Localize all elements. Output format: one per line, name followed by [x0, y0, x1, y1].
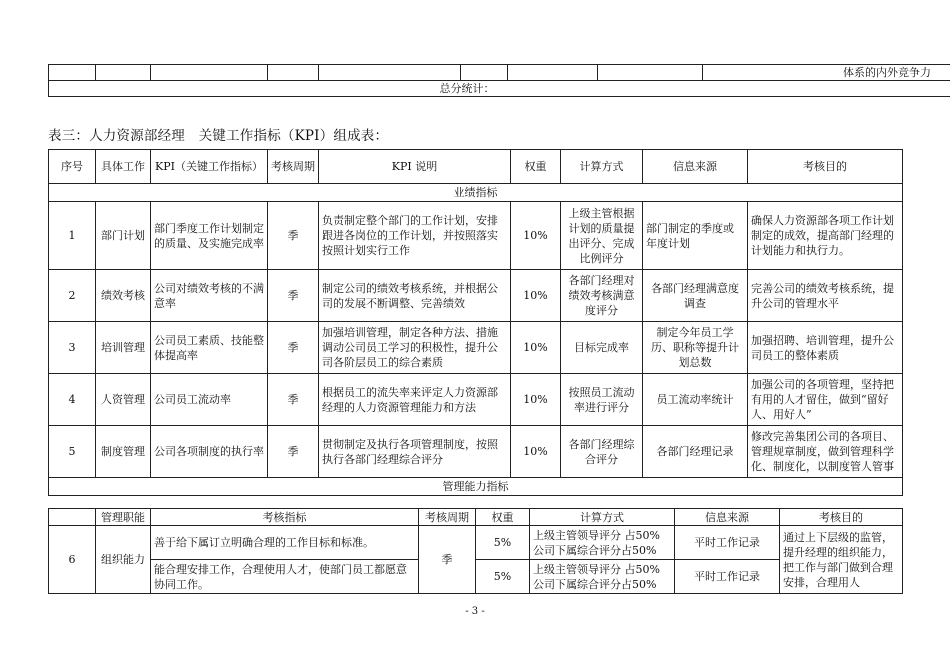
cell-work: 制度管理 — [96, 426, 151, 478]
cell-purpose: 修改完善集团公司的各项目、管理规章制度，做到管理科学化、制度化，以制度管人管事 — [748, 426, 903, 478]
header-function: 管理职能 — [96, 509, 151, 526]
page-number: - 3 - — [465, 606, 485, 617]
header-indicator: 考核指标 — [151, 509, 419, 526]
calc-line: 上级主管领导评分 占50% — [533, 528, 660, 542]
cell-desc: 根据员工的流失率来评定人力资源部经理的人力资源管理能力和方法 — [319, 374, 511, 426]
header-purpose: 考核目的 — [748, 150, 903, 184]
header-calc: 计算方式 — [561, 150, 643, 184]
cell-weight: 10% — [511, 426, 561, 478]
previous-kpi-table — [48, 64, 950, 97]
cell-source: 平时工作记录 — [675, 560, 780, 594]
header-row — [49, 150, 903, 184]
table-row — [49, 202, 903, 270]
cell-calc: 按照员工流动率进行评分 — [561, 374, 643, 426]
cell-work: 部门计划 — [96, 202, 151, 270]
table-caption: 表三：人力资源部经理 关键工作指标（KPI）组成表： — [48, 128, 389, 144]
cell-no: 4 — [49, 374, 96, 426]
cell-calc: 目标完成率 — [561, 322, 643, 374]
cell-function: 组织能力 — [96, 526, 151, 594]
cell-desc: 加强培训管理，制定各种方法、措施调动公司员工学习的积极性，提升公司各阶层员工的综合素质 — [319, 322, 511, 374]
calc-line: 公司下属综合评分占50% — [533, 577, 657, 591]
cell-calc: 上级主管根据计划的质量提出评分、完成比例评分 — [561, 202, 643, 270]
cell-cycle: 季 — [268, 270, 319, 322]
header-work: 具体工作 — [96, 150, 151, 184]
table-row — [49, 560, 903, 594]
cell-weight: 10% — [511, 202, 561, 270]
header-source: 信息来源 — [675, 509, 780, 526]
cell-weight: 5% — [476, 560, 530, 594]
table-row — [49, 322, 903, 374]
cell-weight: 10% — [511, 322, 561, 374]
table-row — [49, 65, 950, 81]
section-row — [49, 478, 903, 496]
header-kpi: KPI（关键工作指标） — [151, 150, 268, 184]
cell-source: 平时工作记录 — [675, 526, 780, 560]
cell-indicator: 善于给下属订立明确合理的工作目标和标准。 — [151, 526, 419, 560]
total-label: 总分统计： — [49, 81, 950, 97]
header-calc: 计算方式 — [530, 509, 675, 526]
cell-weight: 10% — [511, 270, 561, 322]
table-row — [49, 426, 903, 478]
header-desc: KPI 说明 — [319, 150, 511, 184]
header-weight: 权重 — [511, 150, 561, 184]
cell-desc: 负责制定整个部门的工作计划，安排跟进各岗位的工作计划，并按照落实按照计划实行工作 — [319, 202, 511, 270]
cell-cycle: 季 — [419, 526, 476, 594]
table-row — [49, 270, 903, 322]
kpi-table — [48, 149, 903, 496]
management-table — [48, 508, 903, 594]
calc-line: 上级主管领导评分 占50% — [533, 562, 660, 576]
table-row — [49, 526, 903, 560]
cell-cycle: 季 — [268, 202, 319, 270]
cell-purpose: 加强公司的各项管理，坚持把有用的人才留住，做到“留好人、用好人” — [748, 374, 903, 426]
cell-source: 各部门经理记录 — [643, 426, 748, 478]
header-cycle: 考核周期 — [268, 150, 319, 184]
cell-calc — [530, 560, 675, 594]
cell-purpose: 确保人力资源部各项工作计划制定的成效，提高部门经理的计划能力和执行力。 — [748, 202, 903, 270]
cell-cycle: 季 — [268, 374, 319, 426]
cell-work: 绩效考核 — [96, 270, 151, 322]
cell-desc: 贯彻制定及执行各项管理制度，按照执行各部门经理综合评分 — [319, 426, 511, 478]
section-row — [49, 184, 903, 202]
cell-work: 人资管理 — [96, 374, 151, 426]
header-row — [49, 509, 903, 526]
table-row — [49, 374, 903, 426]
cell-kpi: 公司对绩效考核的不满意率 — [151, 270, 268, 322]
cell-source: 员工流动率统计 — [643, 374, 748, 426]
cell-purpose: 完善公司的绩效考核系统，提升公司的管理水平 — [748, 270, 903, 322]
cell-kpi: 部门季度工作计划制定的质量、及实施完成率 — [151, 202, 268, 270]
header-no: 序号 — [49, 150, 96, 184]
cell-calc — [530, 526, 675, 560]
cell-source: 制定今年员工学历、职称等提升计划总数 — [643, 322, 748, 374]
cell-calc: 各部门经理综合评分 — [561, 426, 643, 478]
cell-no: 1 — [49, 202, 96, 270]
cell-work: 培训管理 — [96, 322, 151, 374]
cell-kpi: 公司各项制度的执行率 — [151, 426, 268, 478]
cell-no: 6 — [49, 526, 96, 594]
cell-weight: 5% — [476, 526, 530, 560]
cell-source: 部门制定的季度或年度计划 — [643, 202, 748, 270]
cell-source: 各部门经理满意度调查 — [643, 270, 748, 322]
cell-cycle: 季 — [268, 426, 319, 478]
header-purpose: 考核目的 — [780, 509, 903, 526]
cell-kpi: 公司员工素质、技能整体提高率 — [151, 322, 268, 374]
cell-indicator: 能合理安排工作，合理使用人才，使部门员工都愿意协同工作。 — [151, 560, 419, 594]
section-management: 管理能力指标 — [49, 478, 903, 496]
cell-no: 2 — [49, 270, 96, 322]
header-source: 信息来源 — [643, 150, 748, 184]
header-weight: 权重 — [476, 509, 530, 526]
cell-desc: 制定公司的绩效考核系统，并根据公司的发展不断调整、完善绩效 — [319, 270, 511, 322]
calc-line: 公司下属综合评分占50% — [533, 543, 657, 557]
cell-kpi: 公司员工流动率 — [151, 374, 268, 426]
cell-calc: 各部门经理对绩效考核满意度评分 — [561, 270, 643, 322]
cell-no: 5 — [49, 426, 96, 478]
cell-weight: 10% — [511, 374, 561, 426]
cell-purpose: 体系的内外竞争力 — [703, 65, 950, 81]
cell-cycle: 季 — [268, 322, 319, 374]
section-performance: 业绩指标 — [49, 184, 903, 202]
cell-purpose: 加强招聘、培训管理，提升公司员工的整体素质 — [748, 322, 903, 374]
header-cycle: 考核周期 — [419, 509, 476, 526]
cell-no: 3 — [49, 322, 96, 374]
total-row — [49, 81, 950, 97]
cell-purpose: 通过上下层级的监管，提升经理的组织能力，把工作与部门做到合理安排，合理用人 — [780, 526, 903, 594]
